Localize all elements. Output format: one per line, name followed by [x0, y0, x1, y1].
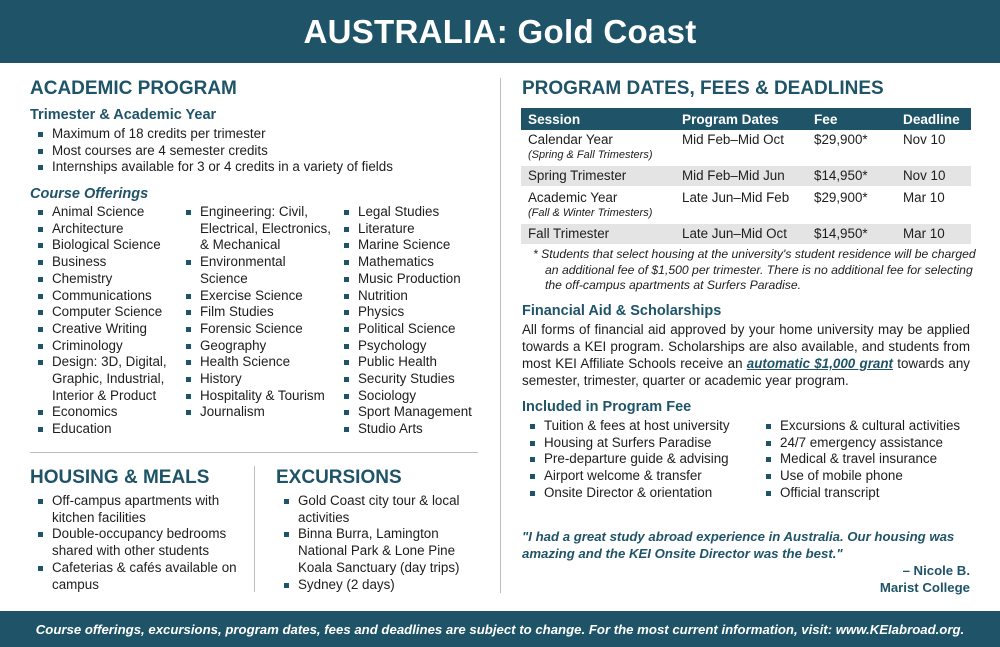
- dates-cell: Late Jun–Mid Oct: [675, 223, 807, 244]
- list-item: Design: 3D, Digital, Graphic, Industrial, Interior & Product: [31, 354, 181, 404]
- list-item: Geography: [179, 338, 334, 355]
- included-column-2: [759, 418, 979, 502]
- list-item: History: [179, 371, 334, 388]
- list-item: Biological Science: [31, 237, 181, 254]
- column-divider: [500, 78, 501, 593]
- list-item: Forensic Science: [179, 321, 334, 338]
- page-title: AUSTRALIA: Gold Coast: [303, 12, 697, 50]
- list-item: Cafeterias & cafés available on campus: [31, 560, 246, 593]
- testimonial-name: – Nicole B.: [902, 563, 970, 578]
- table-row: [521, 187, 971, 223]
- col-dates: Program Dates: [675, 108, 807, 130]
- list-item: Marine Science: [337, 237, 487, 254]
- list-item: Off-campus apartments with kitchen facilities: [31, 493, 246, 526]
- dates-cell: Mid Feb–Mid Jun: [675, 165, 807, 187]
- included-column-1: [523, 418, 763, 502]
- list-item: Gold Coast city tour & local activities: [277, 493, 489, 526]
- list-item: Communications: [31, 288, 181, 305]
- included-heading: Included in Program Fee: [522, 399, 692, 415]
- courses-column-3: [337, 204, 487, 438]
- housing-list: [31, 493, 246, 593]
- list-item: Tuition & fees at host university: [523, 418, 763, 435]
- list-item: Computer Science: [31, 304, 181, 321]
- academic-heading: ACADEMIC PROGRAM: [30, 78, 237, 99]
- list-item: Health Science: [179, 354, 334, 371]
- session-cell: [521, 187, 675, 223]
- deadline-cell: Mar 10: [896, 223, 971, 244]
- list-item: Official transcript: [759, 485, 979, 502]
- excursions-list: [277, 493, 489, 593]
- list-item: 24/7 emergency assistance: [759, 435, 979, 452]
- aid-paragraph: [522, 321, 970, 389]
- list-item: Journalism: [179, 404, 334, 421]
- table-row: [521, 130, 971, 165]
- aid-text-start: All forms of financial aid approved by your home university may be applied towards a KEI program. Scholarships are also available, and students from most KEI Affiliate Schools receive an: [522, 322, 970, 371]
- trimester-list: [31, 126, 471, 176]
- deadline-cell: Nov 10: [903, 132, 946, 147]
- session-note: (Fall & Winter Trimesters): [528, 207, 653, 219]
- list-item: Binna Burra, Lamington National Park & Lone Pine Koala Sanctuary (day trips): [277, 526, 489, 576]
- list-item: Music Production: [337, 271, 487, 288]
- list-item: Business: [31, 254, 181, 271]
- list-item: Excursions & cultural activities: [759, 418, 979, 435]
- bottom-divider: [254, 466, 255, 592]
- list-item: Nutrition: [337, 288, 487, 305]
- list-item: Creative Writing: [31, 321, 181, 338]
- list-item: Mathematics: [337, 254, 487, 271]
- list-item: Environmental Science: [179, 254, 334, 287]
- dates-cell: Late Jun–Mid Feb: [675, 187, 807, 223]
- list-item: Sydney (2 days): [277, 577, 489, 594]
- excursions-heading: EXCURSIONS: [276, 467, 402, 488]
- fee-cell: $14,950*: [807, 223, 896, 244]
- fee-cell: $29,900*: [807, 187, 896, 223]
- list-item: Onsite Director & orientation: [523, 485, 763, 502]
- list-item: Maximum of 18 credits per trimester: [31, 126, 471, 143]
- list-item: Film Studies: [179, 304, 334, 321]
- list-item: Education: [31, 421, 181, 438]
- list-item: Internships available for 3 or 4 credits in a variety of fields: [31, 159, 471, 176]
- trimester-heading: Trimester & Academic Year: [30, 107, 217, 123]
- list-item: Public Health: [337, 354, 487, 371]
- col-session: Session: [521, 108, 675, 130]
- list-item: Chemistry: [31, 271, 181, 288]
- housing-heading: HOUSING & MEALS: [30, 467, 210, 488]
- list-item: Pre-departure guide & advising: [523, 451, 763, 468]
- session-cell: [521, 130, 675, 165]
- session-note: (Spring & Fall Trimesters): [528, 149, 653, 161]
- fee-cell: $29,900*: [814, 132, 868, 147]
- col-deadline: Deadline: [896, 108, 971, 130]
- footer-disclaimer: Course offerings, excursions, program dates, fees and deadlines are subject to change. For the most current information, visit: www.KEIabroad.org.: [35, 621, 965, 637]
- list-item: Animal Science: [31, 204, 181, 221]
- session-cell: Fall Trimester: [521, 223, 675, 244]
- session-name: Academic Year: [528, 190, 618, 205]
- courses-column-2: [179, 204, 334, 421]
- list-item: Housing at Surfers Paradise: [523, 435, 763, 452]
- list-item: Economics: [31, 404, 181, 421]
- list-item: Physics: [337, 304, 487, 321]
- session-name: Calendar Year: [528, 132, 613, 147]
- fees-table-header: [521, 108, 971, 130]
- list-item: Double-occupancy bedrooms shared with other students: [31, 526, 246, 559]
- list-item: Airport welcome & transfer: [523, 468, 763, 485]
- program-heading: PROGRAM DATES, FEES & DEADLINES: [522, 78, 884, 99]
- table-row: [521, 223, 971, 244]
- aid-text-end: towards any semester, trimester, quarter or academic year program.: [522, 356, 970, 388]
- list-item: Literature: [337, 221, 487, 238]
- table-row: [521, 165, 971, 187]
- list-item: Studio Arts: [337, 421, 487, 438]
- list-item: Security Studies: [337, 371, 487, 388]
- fee-cell: $14,950*: [807, 165, 896, 187]
- fees-footnote: * Students that select housing at the university's student residence will be charged an additional fee of $1,500 per trimester. There is no additional fee for selecting the off-campus apartments at Surfers Paradise.: [533, 247, 976, 292]
- list-item: Political Science: [337, 321, 487, 338]
- aid-heading: Financial Aid & Scholarships: [522, 303, 722, 319]
- list-item: Criminology: [31, 338, 181, 355]
- footer-banner: [0, 611, 1000, 647]
- col-fee: Fee: [807, 108, 896, 130]
- courses-column-1: [31, 204, 181, 438]
- list-item: Medical & travel insurance: [759, 451, 979, 468]
- list-item: Legal Studies: [337, 204, 487, 221]
- deadline-cell: Nov 10: [896, 165, 971, 187]
- section-divider: [30, 452, 478, 453]
- title-banner: [0, 0, 1000, 63]
- testimonial-school: Marist College: [879, 580, 970, 595]
- testimonial-quote: "I had a great study abroad experience in Australia. Our housing was amazing and the KEI Onsite Director was the best.": [522, 529, 955, 561]
- session-cell: Spring Trimester: [521, 165, 675, 187]
- list-item: Psychology: [337, 338, 487, 355]
- list-item: Sport Management: [337, 404, 487, 421]
- list-item: Engineering: Civil, Electrical, Electronics, & Mechanical: [179, 204, 334, 254]
- list-item: Architecture: [31, 221, 181, 238]
- list-item: Hospitality & Tourism: [179, 388, 334, 405]
- dates-cell: Mid Feb–Mid Oct: [682, 132, 784, 147]
- fees-table: [521, 108, 971, 244]
- list-item: Most courses are 4 semester credits: [31, 143, 471, 160]
- deadline-cell: Mar 10: [896, 187, 971, 223]
- list-item: Exercise Science: [179, 288, 334, 305]
- courses-heading: Course Offerings: [30, 186, 149, 202]
- grant-highlight: automatic $1,000 grant: [746, 356, 893, 371]
- list-item: Use of mobile phone: [759, 468, 979, 485]
- list-item: Sociology: [337, 388, 487, 405]
